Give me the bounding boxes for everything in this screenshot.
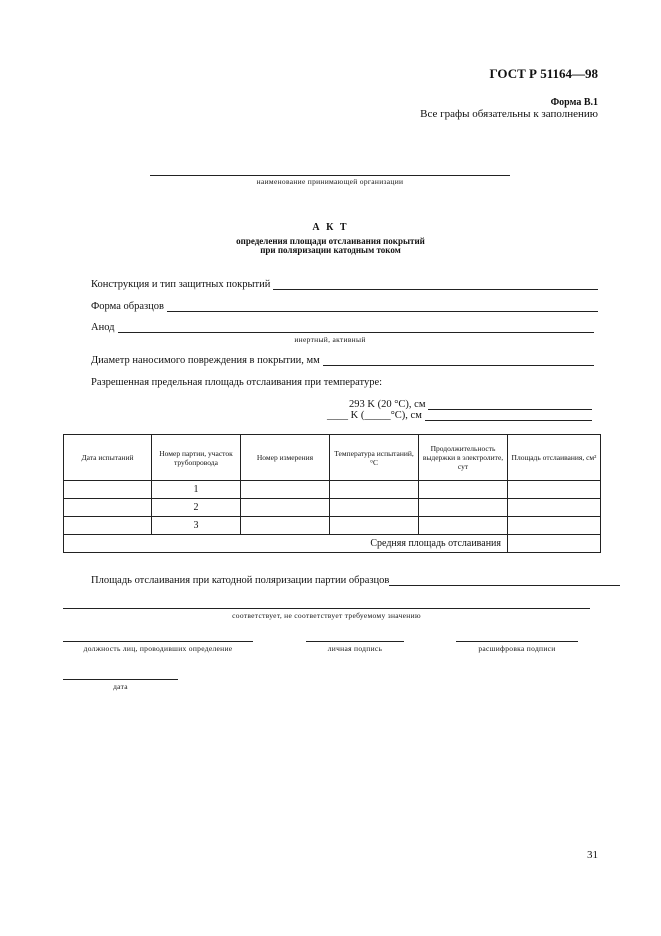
temp1-field[interactable]: [349, 399, 592, 410]
compliance-fill-line[interactable]: [63, 608, 590, 609]
col-batch-header: Номер партии, участок трубопровода: [152, 435, 241, 481]
table-cell[interactable]: [419, 499, 508, 517]
allowed-area-label-row: [91, 377, 382, 388]
conclusion-fill-line[interactable]: [389, 575, 620, 586]
standard-code: ГОСТ Р 51164—98: [489, 66, 598, 81]
conclusion-label: Площадь отслаивания при катодной поляризации партии образцов: [91, 575, 390, 586]
temp2-fill-line[interactable]: [425, 410, 592, 421]
diameter-field[interactable]: [91, 355, 594, 366]
allowed-area-label: Разрешенная предельная площадь отслаивания при температуре:: [91, 377, 383, 388]
construction-fill-line[interactable]: [273, 279, 598, 290]
form-note: Все графы обязательны к заполнению: [420, 108, 598, 120]
table-cell[interactable]: [64, 517, 152, 535]
col-temperature-header: Температура испытаний, °C: [330, 435, 419, 481]
table-header-row: [64, 435, 601, 481]
table-cell[interactable]: [64, 481, 152, 499]
average-row: [64, 535, 601, 553]
anode-label: Анод: [91, 322, 115, 333]
sample-form-field[interactable]: [91, 301, 598, 312]
compliance-caption: соответствует, не соответствует требуемому значению: [232, 611, 421, 620]
row-number: 1: [152, 481, 241, 499]
organization-caption: наименование принимающей организации: [256, 177, 404, 186]
table-cell[interactable]: [241, 517, 330, 535]
table-cell[interactable]: [330, 499, 419, 517]
date-caption: дата: [113, 682, 128, 691]
decoding-fill-line[interactable]: [456, 641, 578, 642]
col-measurement-header: Номер измерения: [241, 435, 330, 481]
table-cell[interactable]: [241, 481, 330, 499]
construction-label: Конструкция и тип защитных покрытий: [91, 279, 271, 290]
signature-caption: личная подпись: [327, 644, 383, 653]
table-cell[interactable]: [419, 481, 508, 499]
temp1-label: 293 K (20 °C), см: [349, 399, 426, 410]
position-fill-line[interactable]: [63, 641, 253, 642]
col-date-header: Дата испытаний: [64, 435, 152, 481]
anode-caption: инертный, активный: [294, 335, 366, 344]
measurements-table: [63, 434, 601, 553]
page-number: 31: [587, 849, 598, 861]
row-number: 3: [152, 517, 241, 535]
col-duration-header: Продолжительность выдержки в электролите, сут: [419, 435, 508, 481]
temp2-k-label: ____ K (: [327, 410, 365, 421]
act-title: А К Т: [312, 222, 349, 233]
table-cell[interactable]: [508, 499, 601, 517]
diameter-fill-line[interactable]: [323, 355, 594, 366]
table-row: [64, 481, 601, 499]
row-number: 2: [152, 499, 241, 517]
anode-fill-line[interactable]: [118, 322, 595, 333]
average-value-cell[interactable]: [508, 535, 601, 553]
form-number: Форма В.1: [550, 97, 598, 108]
table-row: [64, 517, 601, 535]
temp2-c-label: _____°C), см: [364, 410, 422, 421]
act-subtitle-line1: определения площади отслаивания покрытий: [236, 236, 425, 246]
table-cell[interactable]: [419, 517, 508, 535]
table-cell[interactable]: [330, 517, 419, 535]
table-row: [64, 499, 601, 517]
decoding-caption: расшифровка подписи: [478, 644, 556, 653]
act-subtitle-line2: при поляризации катодным током: [260, 245, 401, 255]
signature-fill-line[interactable]: [306, 641, 404, 642]
diameter-label: Диаметр наносимого повреждения в покрытии, мм: [91, 355, 320, 366]
sample-form-label: Форма образцов: [91, 301, 164, 312]
anode-field[interactable]: [91, 322, 594, 333]
table-cell[interactable]: [508, 517, 601, 535]
position-caption: должность лиц, проводивших определение: [83, 644, 233, 653]
construction-field[interactable]: [91, 279, 598, 290]
table-cell[interactable]: [330, 481, 419, 499]
sample-form-fill-line[interactable]: [167, 301, 598, 312]
col-area-header: Площадь отслаивания, см²: [508, 435, 601, 481]
conclusion-field[interactable]: [91, 575, 620, 586]
table-cell[interactable]: [64, 499, 152, 517]
average-label: Средняя площадь отслаивания: [64, 535, 508, 553]
organization-fill-line[interactable]: [150, 175, 510, 176]
table-cell[interactable]: [241, 499, 330, 517]
date-fill-line[interactable]: [63, 679, 178, 680]
temp2-field[interactable]: [327, 410, 592, 421]
table-cell[interactable]: [508, 481, 601, 499]
temp1-fill-line[interactable]: [428, 399, 592, 410]
